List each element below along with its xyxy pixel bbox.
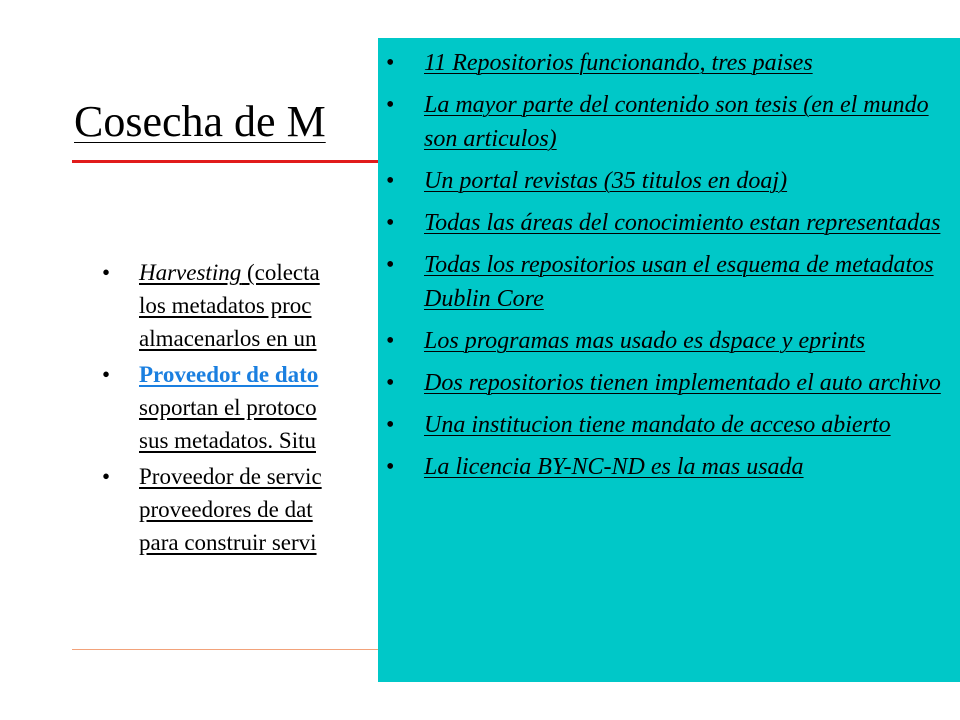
bullet-line: soportan el protoco xyxy=(139,395,317,420)
overlay-bullet-text[interactable]: Una institucion tiene mandato de acceso abierto xyxy=(424,412,891,438)
bullet-icon: • xyxy=(386,412,395,438)
overlay-bullet-item[interactable] xyxy=(386,324,954,358)
overlay-bullet-text[interactable]: Todas las áreas del conocimiento estan representadas xyxy=(424,210,941,236)
left-bullet-item xyxy=(102,460,402,559)
data-provider-link[interactable]: Proveedor de dato xyxy=(139,362,319,387)
bullet-line: almacenarlos en un xyxy=(139,326,317,351)
bullet-icon: • xyxy=(102,464,111,489)
bullet-icon: • xyxy=(102,362,111,387)
bullet-icon: • xyxy=(386,168,395,194)
service-provider-term: Proveedor de servic xyxy=(139,464,322,489)
overlay-bullet-text[interactable]: Dos repositorios tienen implementado el auto archivo xyxy=(424,370,941,396)
left-bullet-item xyxy=(102,256,402,355)
bullet-icon: • xyxy=(102,260,111,285)
overlay-bullet-text[interactable]: 11 Repositorios funcionando, tres paises xyxy=(424,50,813,76)
overlay-callout-panel xyxy=(378,38,960,682)
bullet-line: los metadatos proc xyxy=(139,293,312,318)
left-bullet-list xyxy=(102,256,402,562)
overlay-bullet-item[interactable] xyxy=(386,248,954,316)
bullet-icon: • xyxy=(386,328,395,354)
overlay-bullet-item[interactable] xyxy=(386,164,954,198)
overlay-bullet-text[interactable]: Todas los repositorios usan el esquema de metadatos Dublin Core xyxy=(424,252,934,312)
overlay-bullet-item[interactable] xyxy=(386,206,954,240)
overlay-bullet-list xyxy=(386,46,954,492)
overlay-bullet-item[interactable] xyxy=(386,46,954,80)
overlay-bullet-text[interactable]: La mayor parte del contenido son tesis (en el mundo son articulos) xyxy=(424,92,929,152)
slide-title: Cosecha de M xyxy=(74,97,326,146)
harvesting-definition: (colecta xyxy=(241,260,320,285)
overlay-bullet-text[interactable]: La licencia BY-NC-ND es la mas usada xyxy=(424,454,804,480)
bullet-icon: • xyxy=(386,454,395,480)
overlay-bullet-item[interactable] xyxy=(386,88,954,156)
overlay-bullet-text[interactable]: Los programas mas usado es dspace y eprints xyxy=(424,328,866,354)
overlay-bullet-text[interactable]: Un portal revistas (35 titulos en doaj) xyxy=(424,168,788,194)
bullet-icon: • xyxy=(386,252,395,278)
bullet-icon: • xyxy=(386,370,395,396)
overlay-bullet-item[interactable] xyxy=(386,450,954,484)
bullet-line: sus metadatos. Situ xyxy=(139,428,316,453)
bullet-line: para construir servi xyxy=(139,530,317,555)
bullet-icon: • xyxy=(386,92,395,118)
bullet-icon: • xyxy=(386,50,395,76)
bullet-line: proveedores de dat xyxy=(139,497,313,522)
bullet-icon: • xyxy=(386,210,395,236)
left-bullet-item xyxy=(102,358,402,457)
overlay-bullet-item[interactable] xyxy=(386,366,954,400)
overlay-bullet-item[interactable] xyxy=(386,408,954,442)
harvesting-term[interactable]: Harvesting xyxy=(139,260,242,285)
